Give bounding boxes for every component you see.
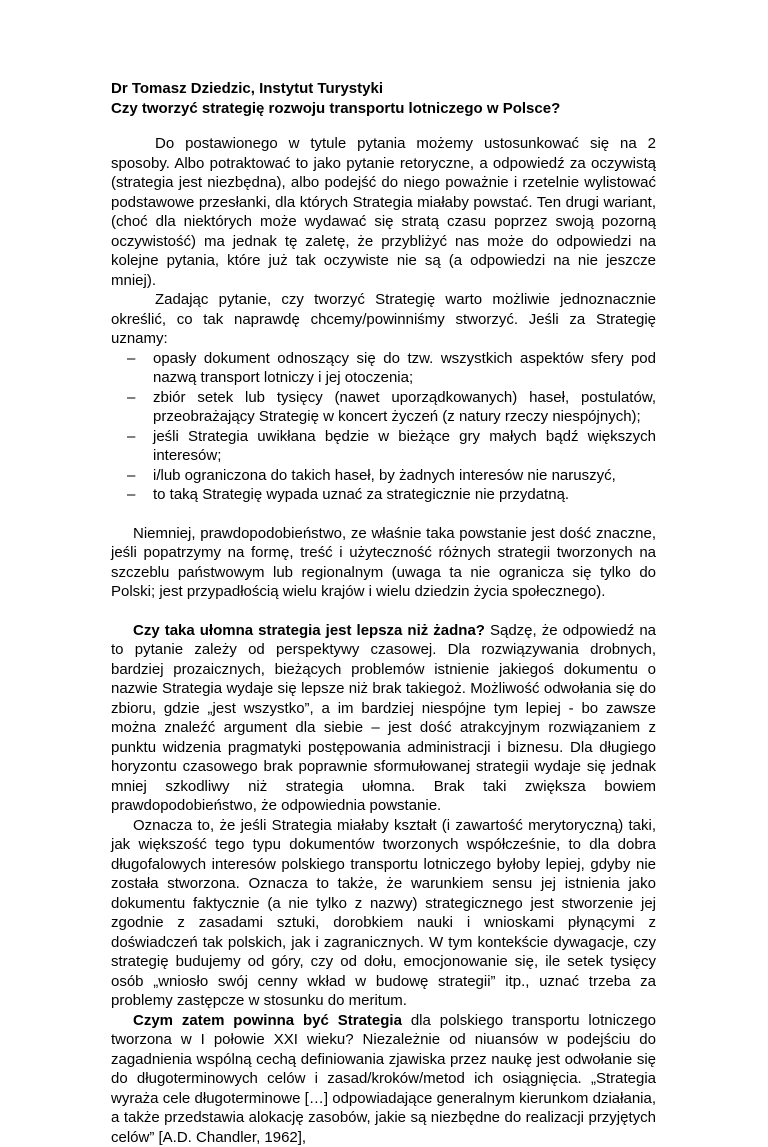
- list-item-text: opasły dokument odnoszący się do tzw. wszystkich aspektów sfery pod nazwą transport lotniczy i jej otoczenia;: [153, 350, 656, 387]
- document-title: Czy tworzyć strategię rozwoju transportu lotniczego w Polsce?: [111, 99, 656, 119]
- paragraph-6-text: dla polskiego transportu lotniczego tworzona w I połowie XXI wieku? Niezależnie od niuansów w podejściu do zagadnienia wspólną cechą definiowania zjawiska przez naukę jest odwołanie się do długoterminowych celów i zasad/kroków/metod ich osiągnięcia. „Strategia wyraża cele długoterminowe […] odpowiadające generalnym kierunkom działania, a także przedstawia alokację zasobów, jakie są niezbędne do realizacji przyjętych celów” [A.D. Chandler, 1962],: [111, 1012, 656, 1146]
- criteria-list: [111, 349, 656, 505]
- paragraph-6-lead: Czym zatem powinna być Strategia: [133, 1012, 402, 1029]
- list-item-text: jeśli Strategia uwikłana będzie w bieżące gry małych bądź większych interesów;: [153, 428, 656, 465]
- paragraph-6: [111, 1011, 656, 1147]
- dash-bullet: –: [127, 427, 135, 447]
- paragraph-3: Niemniej, prawdopodobieństwo, ze właśnie taka powstanie jest dość znaczne, jeśli popatrzymy na formę, treść i użyteczność różnych strategii tworzonych na szczeblu państwowym lub regionalnym (uwaga ta nie ogranicza się tylko do Polski; jest przypadłością wielu krajów i wielu dziedzin życia społecznego).: [111, 524, 656, 602]
- paragraph-1: Do postawionego w tytule pytania możemy ustosunkować się na 2 sposoby. Albo potraktować to jako pytanie retoryczne, a odpowiedź za oczywistą (strategia jest niezbędna), albo podejść do niego poważnie i rzetelnie wylistować podstawowe przesłanki, dla których Strategia miałaby powstać. Ten drugi wariant, (choć dla niektórych może wydawać się stratą czasu poprzez swoją pozorną oczywistość) ma jednak tę zaletę, że przybliżyć nas może do odpowiedzi na kolejne pytania, które już tak oczywiste nie są (a odpowiedzi na nie jeszcze mniej).: [111, 134, 656, 290]
- list-item: [111, 388, 656, 427]
- paragraph-5: Oznacza to, że jeśli Strategia miałaby kształt (i zawartość merytoryczną) taki, jak większość tego typu dokumentów tworzonych współcześnie, to dla dobra długofalowych interesów polskiego transportu lotniczego byłoby lepiej, gdyby nie została stworzona. Oznacza to także, że warunkiem sensu jej istnienia jako dokumentu faktycznie (a nie tylko z nazwy) strategicznego jest stworzenie jej zgodnie z zasadami sztuki, dorobkiem nauki i wnioskami płynącymi z doświadczeń tak polskich, jak i zagranicznych. W tym kontekście dywagacje, czy strategię budujemy od góry, czy od dołu, emocjonowanie się, ile setek tysięcy osób „wniosło swój cenny wkład w budowę strategii” itp., uznać trzeba za problemy zastępcze w stosunku do meritum.: [111, 816, 656, 1011]
- list-item: [111, 427, 656, 466]
- list-item-text: i/lub ograniczona do takich haseł, by żadnych interesów nie naruszyć,: [153, 467, 616, 484]
- dash-bullet: –: [127, 349, 135, 369]
- list-item-text: to taką Strategię wypada uznać za strategicznie nie przydatną.: [153, 486, 569, 503]
- document-body: [111, 79, 656, 1147]
- list-item: [111, 466, 656, 486]
- paragraph-2: Zadając pytanie, czy tworzyć Strategię warto możliwie jednoznacznie określić, co tak naprawdę chcemy/powinniśmy stworzyć. Jeśli za Strategię uznamy:: [111, 290, 656, 349]
- list-item: [111, 349, 656, 388]
- paragraph-4-text: Sądzę, że odpowiedź na to pytanie zależy od perspektywy czasowej. Dla rozwiązywania drobnych, bardziej prozaicznych, bieżących problemów istnienie jakiegoś dokumentu o nazwie Strategia wydaje się lepsze niż brak takiegoż. Możliwość odwołania się do zbioru, gdzie „jest wszystko”, a im bardziej niespójne tym lepiej - bo zawsze można znaleźć argument dla siebie – jest dość atrakcyjnym rozwiązaniem z punktu widzenia pragmatyki postępowania administracji i biznesu. Dla długiego horyzontu czasowego brak poprawnie sformułowanej strategii wydaje się jednak mniej szkodliwy niż strategia ułomna. Brak taki zwiększa bowiem prawdopodobieństwo, że odpowiednia powstanie.: [111, 622, 656, 815]
- paragraph-4: [111, 621, 656, 816]
- list-item-text: zbiór setek lub tysięcy (nawet uporządkowanych) haseł, postulatów, przeobrażający Strategię w koncert życzeń (z natury rzeczy niespójnych);: [153, 389, 656, 426]
- paragraph-4-lead: Czy taka ułomna strategia jest lepsza niż żadna?: [133, 622, 485, 639]
- dash-bullet: –: [127, 466, 135, 486]
- dash-bullet: –: [127, 388, 135, 408]
- list-item: [111, 485, 656, 505]
- dash-bullet: –: [127, 485, 135, 505]
- author-line: Dr Tomasz Dziedzic, Instytut Turystyki: [111, 79, 656, 99]
